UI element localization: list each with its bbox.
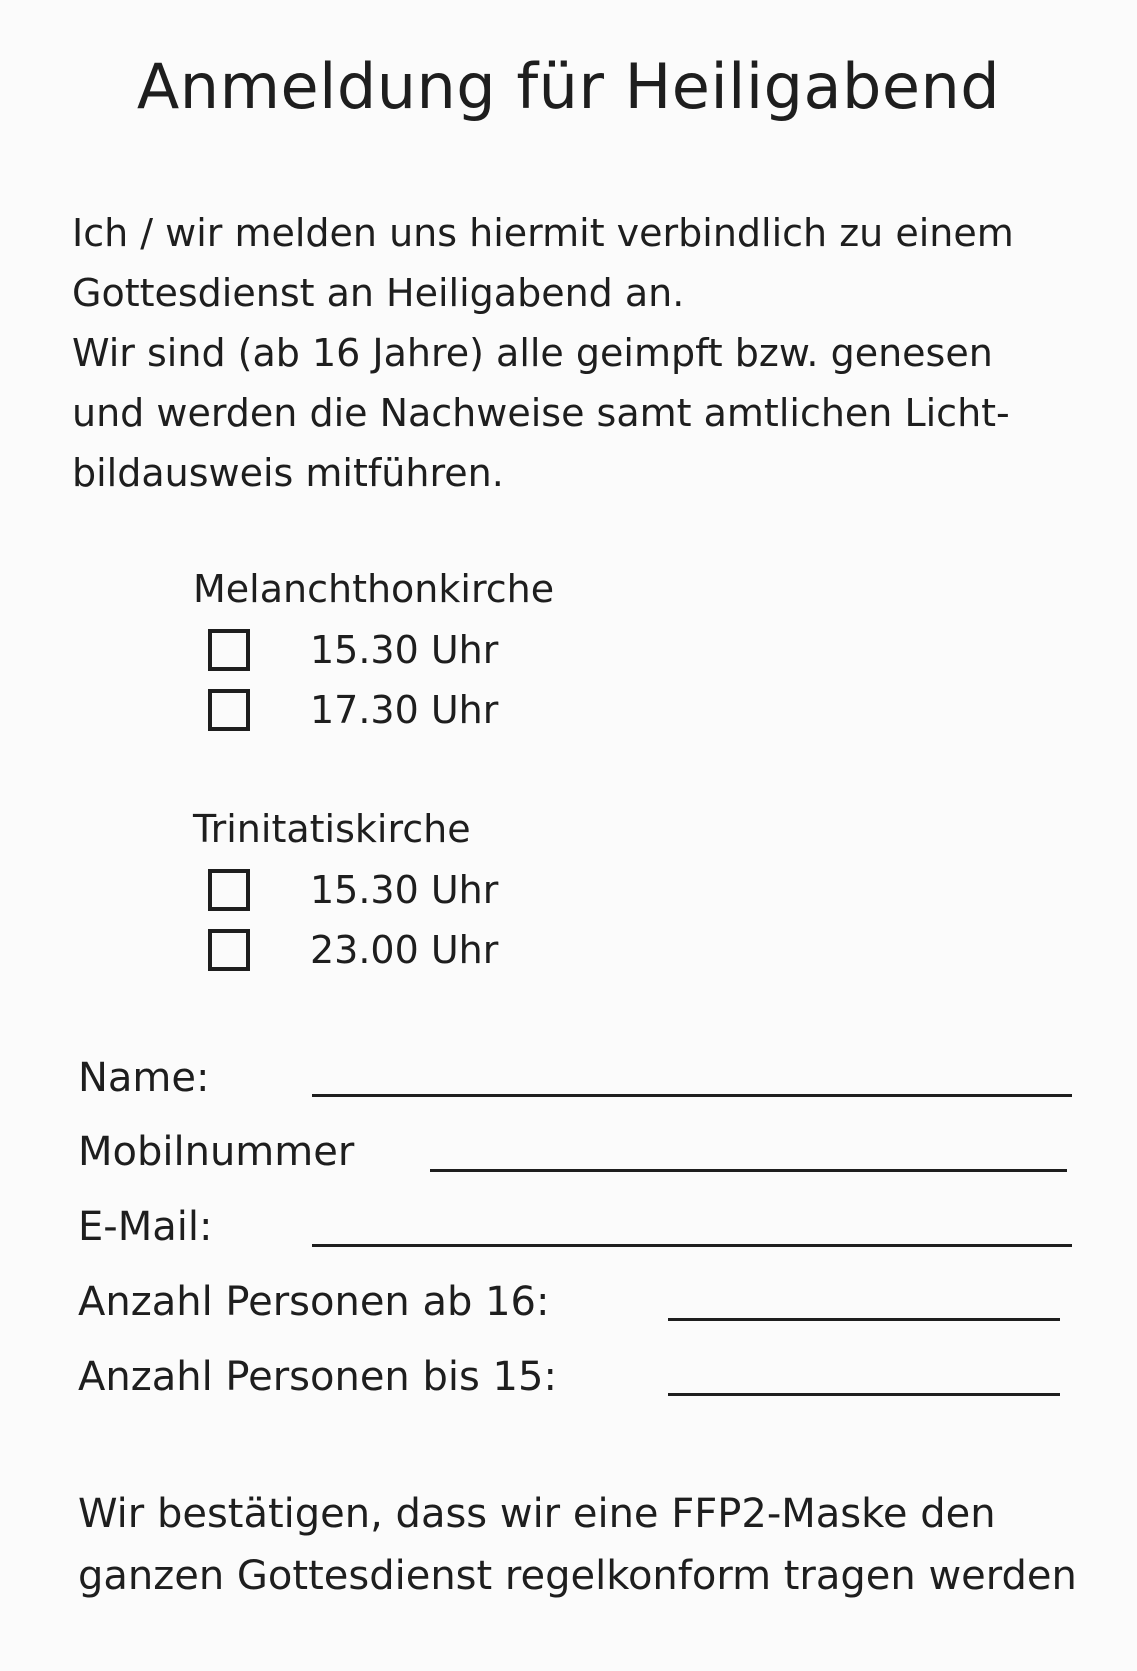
service-time-label: 23.00 Uhr — [310, 928, 499, 972]
service-checkbox[interactable] — [208, 929, 250, 971]
service-time-label: 15.30 Uhr — [310, 868, 499, 912]
children-count-input-line[interactable] — [668, 1393, 1060, 1396]
service-time-label: 15.30 Uhr — [310, 628, 499, 672]
page-title: Anmeldung für Heiligabend — [136, 50, 1001, 123]
intro-text — [72, 203, 1082, 503]
name-label: Name: — [78, 1055, 210, 1101]
mobile-input-line[interactable] — [430, 1169, 1067, 1172]
service-time-label: 17.30 Uhr — [310, 688, 499, 732]
service-option[interactable] — [193, 860, 498, 920]
intro-line: und werden die Nachweise samt amtlichen Licht- — [72, 391, 1010, 435]
service-option[interactable] — [193, 680, 554, 740]
intro-line: Ich / wir melden uns hiermit verbindlich zu einem — [72, 211, 1014, 255]
email-input-line[interactable] — [312, 1244, 1072, 1247]
footer-line: Wir bestätigen, dass wir eine FFP2-Maske den — [78, 1491, 996, 1537]
intro-line: bildausweis mitführen. — [72, 451, 504, 495]
service-checkbox[interactable] — [208, 689, 250, 731]
church-section-trinitatiskirche — [193, 798, 498, 980]
name-input-line[interactable] — [312, 1094, 1072, 1097]
church-name: Melanchthonkirche — [193, 567, 555, 611]
mask-confirmation-text — [78, 1483, 1088, 1607]
mobile-label: Mobilnummer — [78, 1129, 355, 1175]
service-option[interactable] — [193, 920, 498, 980]
children-count-label: Anzahl Personen bis 15: — [78, 1354, 557, 1400]
service-option[interactable] — [193, 620, 554, 680]
email-label: E-Mail: — [78, 1204, 213, 1250]
intro-line: Wir sind (ab 16 Jahre) alle geimpft bzw. genesen — [72, 331, 993, 375]
service-checkbox[interactable] — [208, 869, 250, 911]
adults-count-label: Anzahl Personen ab 16: — [78, 1279, 550, 1325]
church-section-melanchthonkirche — [193, 558, 554, 740]
adults-count-input-line[interactable] — [668, 1318, 1060, 1321]
footer-line: ganzen Gottesdienst regelkonform tragen werden — [78, 1553, 1077, 1599]
intro-line: Gottesdienst an Heiligabend an. — [72, 271, 685, 315]
service-checkbox[interactable] — [208, 629, 250, 671]
church-name: Trinitatiskirche — [193, 807, 471, 851]
